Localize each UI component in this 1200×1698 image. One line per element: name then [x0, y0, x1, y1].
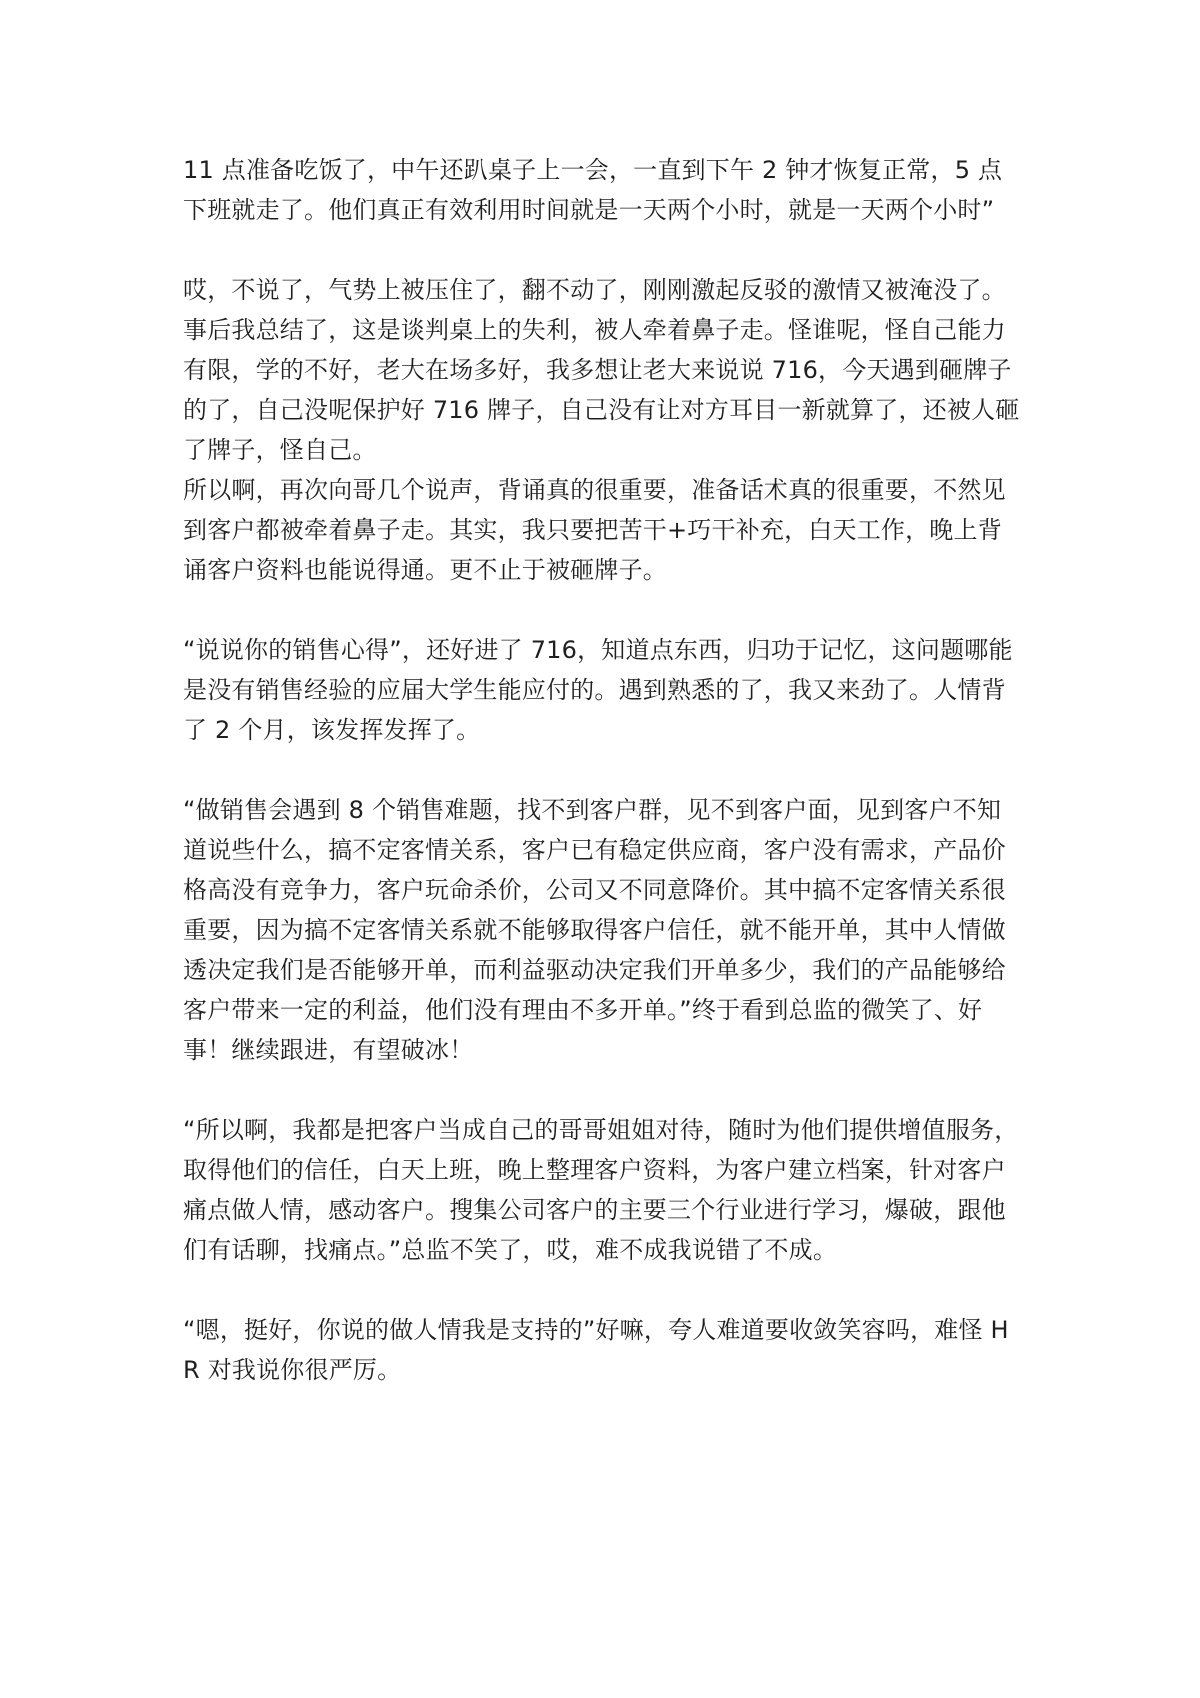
paragraph-4: “说说你的销售心得”，还好进了 716，知道点东西，归功于记忆，这问题哪能是没有销售经验的应届大学生能应付的。遇到熟悉的了，我又来劲了。人情背了 2 个月，该发挥发挥了。 — [183, 636, 1013, 744]
paragraph-2: 哎，不说了，气势上被压住了，翻不动了，刚刚激起反驳的激情又被淹没了。事后我总结了，这是谈判桌上的失利，被人牵着鼻子走。怪谁呢，怪自己能力有限，学的不好，老大在场多好，我多想让老大来说说 716，今天遇到砸牌子的了，自己没呢保护好 716 牌子，自己没有让对方耳目一新就算了，还被人砸了牌子，怪自己。 — [183, 276, 1020, 464]
paragraph-7: “嗯，挺好，你说的做人情我是支持的”好嘛，夸人难道要收敛笑容吗，难怪 HR 对我说你很严厉。 — [183, 1316, 1009, 1384]
paragraph-3: 所以啊，再次向哥几个说声，背诵真的很重要，准备话术真的很重要，不然见到客户都被牵着鼻子走。其实，我只要把苦干+巧干补充，白天工作，晚上背诵客户资料也能说得通。更不止于被砸牌子。 — [183, 476, 1006, 584]
paragraph-5: “做销售会遇到 8 个销售难题，找不到客户群，见不到客户面，见到客户不知道说些什么，搞不定客情关系，客户已有稳定供应商，客户没有需求，产品价格高没有竞争力，客户玩命杀价，公司又不同意降价。其中搞不定客情关系很重要，因为搞不定客情关系就不能够取得客户信任，就不能开单，其中人情做透决定我们是否能够开单，而利益驱动决定我们开单多少，我们的产品能够给客户带来一定的利益，他们没有理由不多开单。”终于看到总监的微笑了、好事！继续跟进，有望破冰！ — [183, 796, 1006, 1064]
paragraph-6: “所以啊，我都是把客户当成自己的哥哥姐姐对待，随时为他们提供增值服务，取得他们的信任，白天上班，晚上整理客户资料，为客户建立档案，针对客户痛点做人情，感动客户。搜集公司客户的主要三个行业进行学习，爆破，跟他们有话聊，找痛点。”总监不笑了，哎，难不成我说错了不成。 — [183, 1116, 1019, 1264]
document-body — [183, 150, 1023, 1390]
paragraph-1: 11 点准备吃饭了，中午还趴桌子上一会，一直到下午 2 钟才恢复正常，5 点下班就走了。他们真正有效利用时间就是一天两个小时，就是一天两个小时” — [183, 156, 1003, 224]
